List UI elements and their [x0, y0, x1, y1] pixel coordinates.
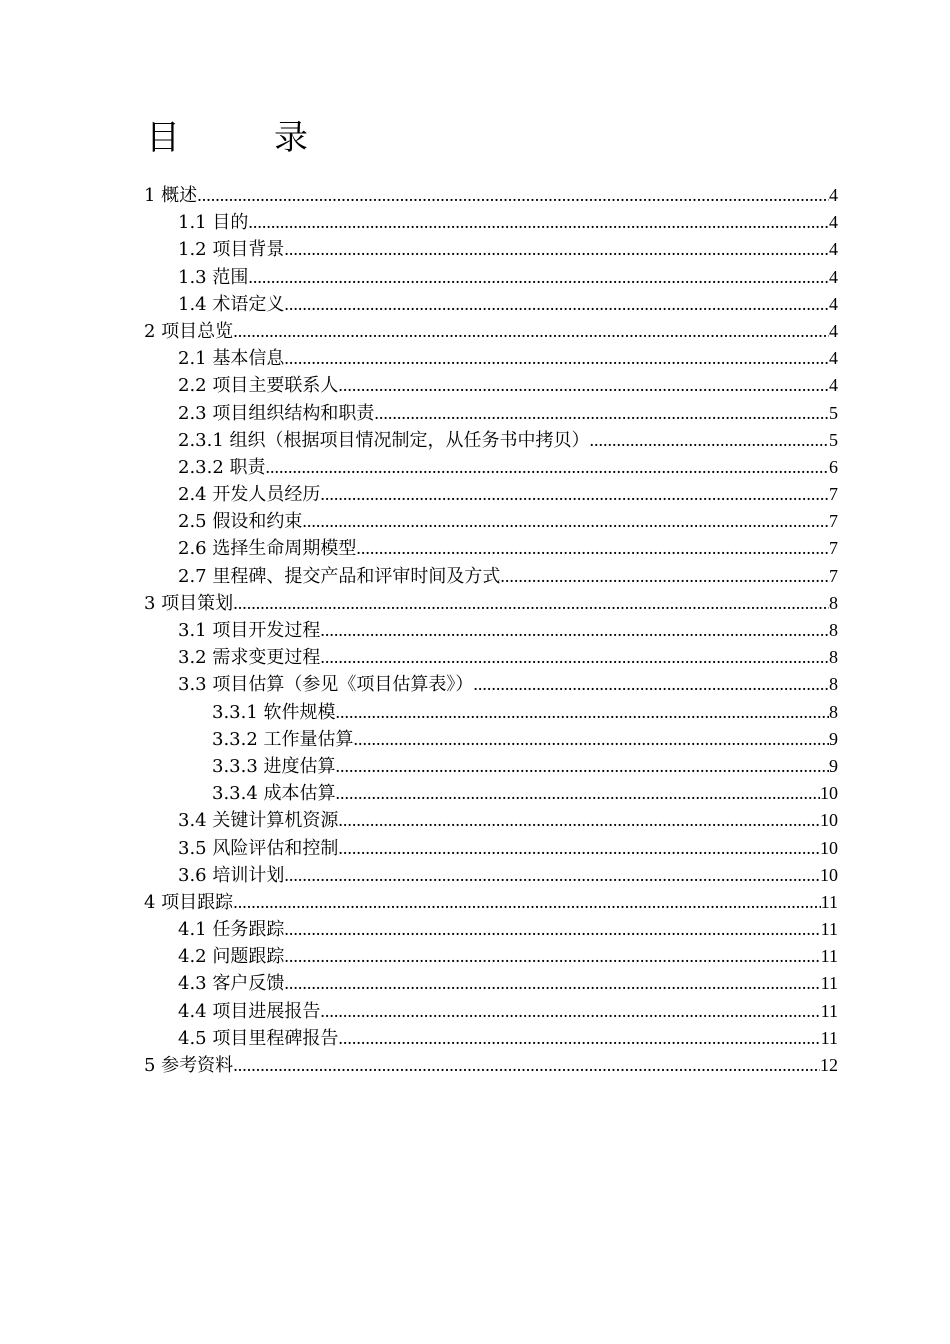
toc-entry-label: 2.5 假设和约束	[178, 511, 303, 533]
toc-entry[interactable]	[144, 508, 838, 535]
toc-page-number: 7	[829, 511, 838, 532]
toc-entry[interactable]	[144, 481, 838, 508]
toc-page-number: 4	[829, 185, 838, 205]
toc-entry[interactable]	[144, 970, 838, 997]
toc-dot-leader	[233, 318, 829, 345]
toc-dot-leader	[284, 943, 820, 970]
toc-entry[interactable]	[144, 671, 838, 698]
toc-page-number: 11	[820, 919, 838, 940]
toc-page-number: 4	[829, 375, 838, 396]
toc-dot-leader	[320, 617, 829, 644]
toc-entry[interactable]	[144, 644, 838, 671]
toc-entry[interactable]	[144, 318, 838, 345]
toc-dot-leader	[356, 535, 829, 562]
toc-dot-leader	[284, 345, 829, 372]
toc-dot-leader	[338, 835, 820, 862]
toc-entry[interactable]	[144, 943, 838, 970]
toc-page-number: 6	[829, 456, 838, 477]
toc-entry-label: 2.3.1 组织（根据项目情况制定，从任务书中拷贝）	[178, 429, 590, 451]
toc-page-number: 11	[820, 973, 838, 994]
toc-dot-leader	[320, 998, 820, 1025]
toc-dot-leader	[338, 807, 820, 834]
toc-dot-leader	[590, 427, 829, 454]
toc-page-number: 7	[829, 484, 838, 505]
toc-page-number: 8	[829, 620, 838, 640]
toc-dot-leader	[248, 264, 829, 291]
toc-entry[interactable]	[144, 182, 838, 209]
toc-entry-label: 1.4 术语定义	[178, 293, 285, 315]
toc-entry[interactable]	[144, 807, 838, 834]
toc-page-number: 5	[829, 402, 838, 423]
toc-page-number: 11	[820, 1000, 838, 1021]
toc-dot-leader	[302, 508, 829, 535]
toc-entry-label: 3.2 需求变更过程	[178, 647, 321, 669]
toc-entry[interactable]	[144, 780, 838, 807]
toc-dot-leader	[266, 454, 829, 481]
toc-entry-label: 1.3 范围	[178, 266, 249, 288]
toc-dot-leader	[354, 726, 829, 753]
toc-page-number: 8	[829, 592, 838, 613]
toc-dot-leader	[284, 236, 829, 263]
toc-page-number: 11	[820, 946, 838, 967]
toc-dot-leader	[336, 753, 829, 780]
toc-entry-label: 3.3.1 软件规模	[212, 701, 336, 723]
toc-entry[interactable]	[144, 699, 838, 726]
toc-page-number: 4	[829, 293, 838, 314]
toc-page-number: 8	[829, 647, 838, 668]
toc-entry-label: 2.3.2 职责	[178, 456, 266, 478]
toc-dot-leader	[284, 862, 820, 889]
toc-entry[interactable]	[144, 236, 838, 263]
toc-page-number: 10	[820, 864, 838, 885]
toc-entry-label: 3.5 风险评估和控制	[178, 837, 339, 859]
toc-dot-leader	[338, 1025, 820, 1052]
toc-dot-leader	[473, 671, 829, 698]
toc-dot-leader	[320, 644, 829, 671]
toc-entry-label: 4.3 客户反馈	[178, 973, 285, 995]
toc-page-number: 7	[829, 565, 838, 586]
toc-entry[interactable]	[144, 427, 838, 454]
toc-entry[interactable]	[144, 889, 838, 916]
toc-page-number: 4	[829, 212, 838, 233]
toc-entry-label: 2.1 基本信息	[178, 348, 285, 370]
toc-entry-label: 1 概述	[144, 185, 198, 206]
toc-entry[interactable]	[144, 291, 838, 318]
toc-dot-leader	[374, 400, 829, 427]
toc-entry-label: 1.2 项目背景	[178, 239, 285, 261]
toc-entry[interactable]	[144, 209, 838, 236]
toc-page-number: 9	[829, 728, 838, 749]
toc-dot-leader	[284, 916, 820, 943]
toc-dot-leader	[248, 209, 829, 236]
toc-entry[interactable]	[144, 1025, 838, 1052]
toc-dot-leader	[284, 970, 820, 997]
toc-entry[interactable]	[144, 617, 838, 644]
toc-entry[interactable]	[144, 726, 838, 753]
toc-page-number: 7	[829, 538, 838, 559]
toc-dot-leader	[500, 563, 829, 590]
toc-entry[interactable]	[144, 916, 838, 943]
toc-page-number: 11	[820, 1027, 838, 1048]
toc-entry-label: 2 项目总览	[144, 320, 234, 342]
toc-page-number: 8	[829, 674, 838, 695]
toc-page-number: 10	[820, 837, 838, 858]
toc-entry-label: 4 项目跟踪	[144, 891, 234, 913]
toc-dot-leader	[320, 481, 829, 508]
toc-entry-label: 2.3 项目组织结构和职责	[178, 402, 375, 424]
toc-entry-label: 4.5 项目里程碑报告	[178, 1027, 339, 1049]
toc-entry[interactable]	[144, 1052, 838, 1079]
toc-entry[interactable]	[144, 563, 838, 590]
toc-entry-label: 2.4 开发人员经历	[178, 484, 321, 506]
toc-dot-leader	[338, 372, 829, 399]
toc-entry-label: 3.3.2 工作量估算	[212, 728, 354, 750]
toc-entry[interactable]	[144, 590, 838, 617]
toc-entry-label: 3 项目策划	[144, 592, 234, 614]
toc-page-number: 5	[829, 429, 838, 450]
toc-entry[interactable]	[144, 753, 838, 780]
page-title: 目 录	[146, 118, 338, 158]
toc-page-number: 4	[829, 320, 838, 341]
toc-entry-label: 5 参考资料	[144, 1055, 234, 1076]
toc-dot-leader	[233, 590, 829, 617]
toc-entry[interactable]	[144, 264, 838, 291]
toc-entry[interactable]	[144, 454, 838, 481]
toc-page-number: 10	[820, 810, 838, 831]
toc-dot-leader	[336, 699, 829, 726]
toc-dot-leader	[336, 780, 820, 807]
toc-page-number: 9	[829, 755, 838, 776]
toc-entry-label: 1.1 目的	[178, 212, 249, 234]
toc-page-number: 10	[820, 783, 838, 804]
toc-entry-label: 3.1 项目开发过程	[178, 620, 321, 641]
toc-entry[interactable]	[144, 998, 838, 1025]
toc-entry-label: 4.1 任务跟踪	[178, 919, 285, 941]
toc-dot-leader	[233, 1052, 820, 1079]
toc-entry-label: 3.4 关键计算机资源	[178, 810, 339, 832]
toc-page-number: 12	[820, 1055, 838, 1075]
toc-page-number: 8	[829, 701, 838, 722]
toc-entry[interactable]	[144, 372, 838, 399]
toc-entry-label: 3.6 培训计划	[178, 864, 285, 886]
toc-entry-label: 4.4 项目进展报告	[178, 1000, 321, 1022]
toc-entry-label: 3.3 项目估算（参见《项目估算表》）	[178, 674, 474, 696]
toc-dot-leader	[284, 291, 829, 318]
toc-page-number: 4	[829, 348, 838, 369]
toc-entry-label: 2.7 里程碑、提交产品和评审时间及方式	[178, 565, 501, 587]
toc-entry-label: 2.2 项目主要联系人	[178, 375, 339, 397]
toc-dot-leader	[197, 182, 829, 209]
toc-dot-leader	[233, 889, 820, 916]
table-of-contents	[144, 182, 838, 1079]
toc-entry[interactable]	[144, 835, 838, 862]
toc-entry-label: 3.3.3 进度估算	[212, 755, 336, 777]
toc-entry[interactable]	[144, 535, 838, 562]
toc-entry-label: 2.6 选择生命周期模型	[178, 538, 357, 560]
toc-page-number: 4	[829, 239, 838, 260]
toc-entry-label: 4.2 问题跟踪	[178, 946, 285, 968]
toc-entry[interactable]	[144, 862, 838, 889]
toc-page-number: 4	[829, 266, 838, 287]
toc-entry[interactable]	[144, 345, 838, 372]
toc-entry[interactable]	[144, 400, 838, 427]
toc-entry-label: 3.3.4 成本估算	[212, 783, 336, 805]
toc-page-number: 11	[820, 891, 838, 912]
